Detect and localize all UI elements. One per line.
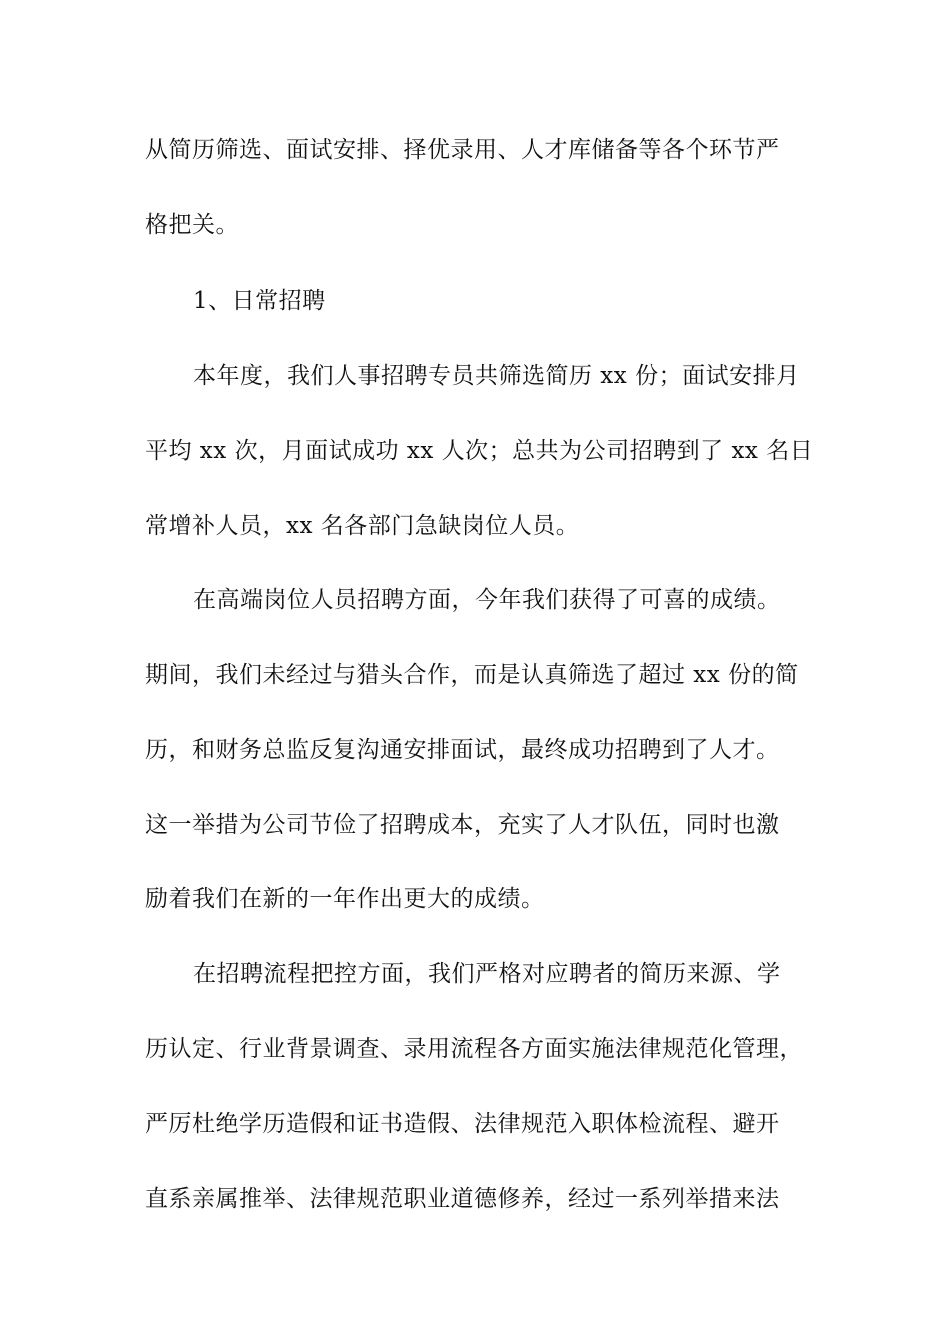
text-line: 励着我们在新的一年作出更大的成绩。 (145, 886, 545, 912)
text-line: 直系亲属推举、法律规范职业道德修养，经过一系列举措来法 (145, 1186, 780, 1212)
text-line: 历认定、行业背景调查、录用流程各方面实施法律规范化管理， (145, 1036, 803, 1062)
text-line: 历，和财务总监反复沟通安排面试，最终成功招聘到了人才。 (145, 737, 780, 763)
text-line: 从简历筛选、面试安排、择优录用、人才库储备等各个环节严 (145, 137, 780, 163)
paragraph-line: 在招聘流程把控方面，我们严格对应聘者的简历来源、学 (193, 961, 781, 987)
text-line: 平均 xx 次，月面试成功 xx 人次；总共为公司招聘到了 xx 名日 (145, 438, 814, 464)
text-line: 期间，我们未经过与猎头合作，而是认真筛选了超过 xx 份的简 (145, 662, 799, 688)
paragraph-line: 本年度，我们人事招聘专员共筛选简历 xx 份；面试安排月 (193, 363, 800, 389)
text-line: 严厉杜绝学历造假和证书造假、法律规范入职体检流程、避开 (145, 1111, 780, 1137)
text-line: 常增补人员，xx 名各部门急缺岗位人员。 (145, 513, 580, 539)
section-heading: 1、日常招聘 (193, 288, 326, 314)
text-line: 格把关。 (145, 212, 239, 238)
text-line: 这一举措为公司节俭了招聘成本，充实了人才队伍，同时也激 (145, 812, 780, 838)
paragraph-line: 在高端岗位人员招聘方面，今年我们获得了可喜的成绩。 (193, 587, 781, 613)
